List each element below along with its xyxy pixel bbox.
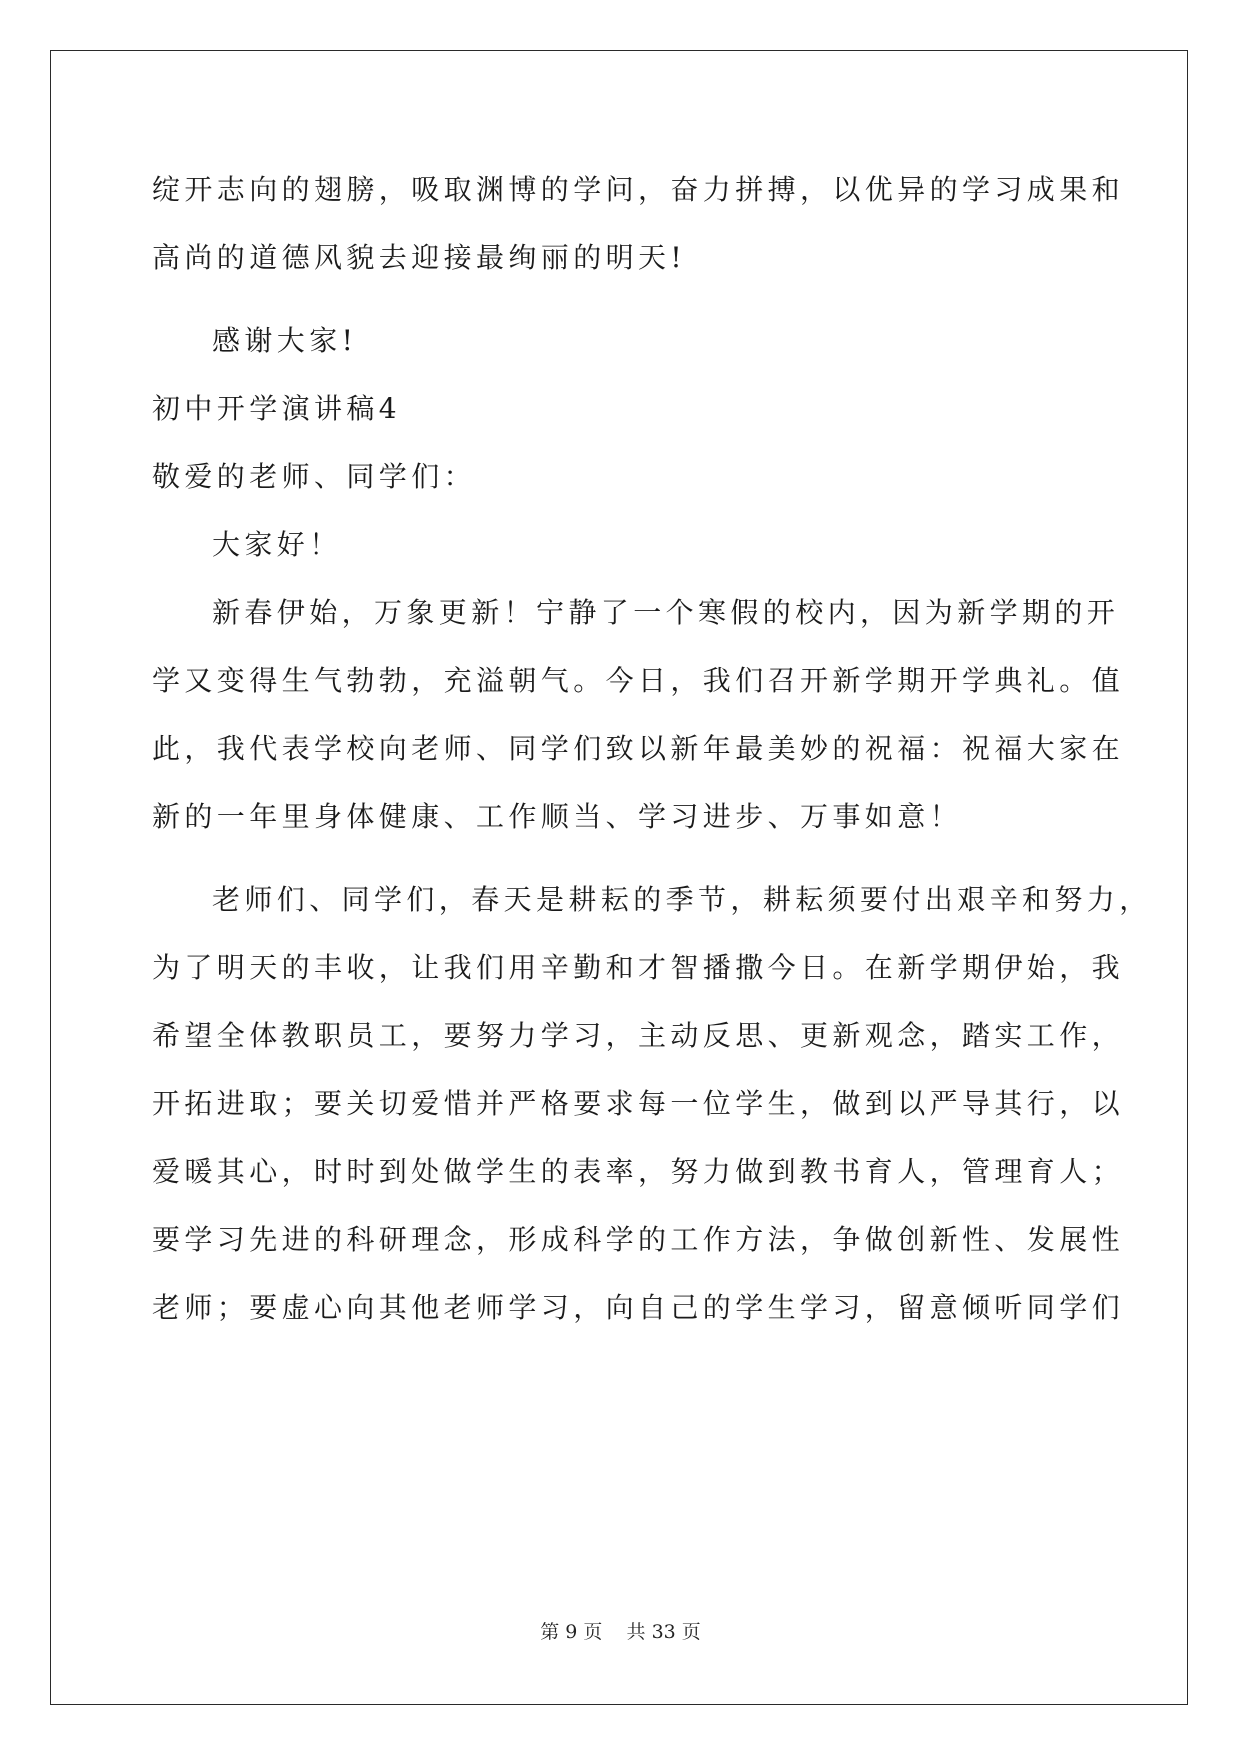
page-number-footer: 第 9 页 共 33 页: [540, 1621, 701, 1643]
paragraph-line-13: 希望全体教职员工，要努力学习，主动反思、更新观念，踏实工作，: [152, 1019, 1125, 1052]
paragraph-line-1: 绽开志向的翅膀，吸取渊博的学问，奋力拼搏，以优异的学习成果和: [152, 173, 1125, 206]
paragraph-line-10: 新的一年里身体健康、工作顺当、学习进步、万事如意！: [152, 800, 963, 833]
greeting: 大家好！: [212, 528, 342, 561]
page-border: [50, 50, 1188, 1705]
paragraph-line-15: 爱暖其心，时时到处做学生的表率，努力做到教书育人，管理育人；: [152, 1155, 1125, 1188]
paragraph-line-16: 要学习先进的科研理念，形成科学的工作方法，争做创新性、发展性: [152, 1223, 1125, 1256]
salutation: 敬爱的老师、同学们：: [152, 460, 477, 493]
paragraph-line-8: 学又变得生气勃勃，充溢朝气。今日，我们召开新学期开学典礼。值: [152, 664, 1125, 697]
paragraph-line-7: 新春伊始，万象更新！宁静了一个寒假的校内，因为新学期的开: [212, 596, 1120, 629]
paragraph-line-2: 高尚的道德风貌去迎接最绚丽的明天!: [152, 241, 687, 274]
paragraph-line-17: 老师；要虚心向其他老师学习，向自己的学生学习，留意倾听同学们: [152, 1291, 1125, 1324]
paragraph-line-9: 此，我代表学校向老师、同学们致以新年最美妙的祝福：祝福大家在: [152, 732, 1125, 765]
paragraph-line-12: 为了明天的丰收，让我们用辛勤和才智播撒今日。在新学期伊始，我: [152, 951, 1125, 984]
paragraph-line-14: 开拓进取；要关切爱惜并严格要求每一位学生，做到以严导其行，以: [152, 1087, 1125, 1120]
closing-thanks: 感谢大家!: [212, 324, 358, 357]
paragraph-line-11: 老师们、同学们，春天是耕耘的季节，耕耘须要付出艰辛和努力，: [212, 883, 1152, 916]
section-heading: 初中开学演讲稿4: [152, 392, 402, 425]
